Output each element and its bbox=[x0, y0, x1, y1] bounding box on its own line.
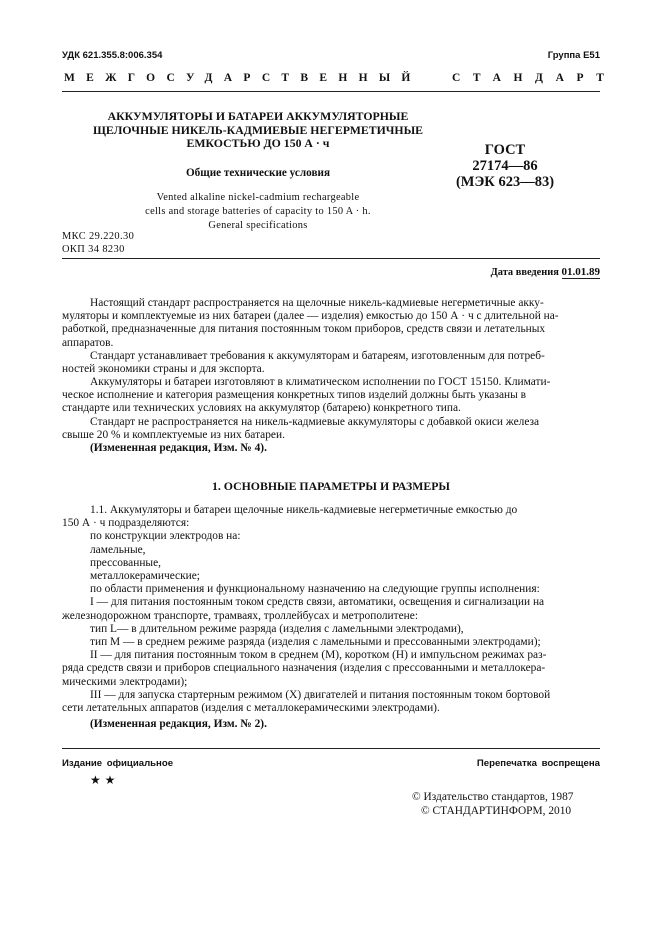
copyright-standartinform: © СТАНДАРТИНФОРМ, 2010 bbox=[421, 804, 572, 817]
title-line-3: ЕМКОСТЬЮ ДО 150 А · ч bbox=[186, 136, 330, 151]
header-rule bbox=[62, 258, 600, 259]
english-title-line-1: Vented alkaline nickel-cadmium rechargeable bbox=[156, 192, 360, 203]
text-line: Настоящий стандарт распространяется на щелочные никель-кадмиевые негерметичные акку- bbox=[90, 297, 544, 309]
text-line: ламельные, bbox=[90, 543, 146, 556]
section-heading: 1. ОСНОВНЫЕ ПАРАМЕТРЫ И РАЗМЕРЫ bbox=[211, 479, 451, 493]
banner-rule bbox=[62, 91, 600, 92]
text-line: железнодорожном транспорте, трамваях, троллейбусах и метрополитене: bbox=[62, 609, 419, 622]
english-title-line-2: cells and storage batteries of capacity to 150 A · h. bbox=[145, 206, 371, 217]
text-line: металлокерамические; bbox=[90, 570, 200, 583]
gost-number bbox=[437, 142, 573, 190]
copyright-publisher: © Издательство стандартов, 1987 bbox=[412, 791, 574, 803]
text-line: прессованные, bbox=[90, 556, 161, 569]
text-line: мическими электродами); bbox=[62, 675, 188, 688]
intro-paragraph-3 bbox=[62, 376, 600, 416]
gost-label: ГОСТ bbox=[484, 142, 526, 158]
text-line: свыше 20 % и комплектуемые из них батареи. bbox=[62, 429, 285, 442]
banner-standard: СТАНДАРТ bbox=[452, 72, 617, 84]
text-line: I — для питания постоянным током средств связи, автоматики, освещения и сигнализации на bbox=[90, 596, 545, 609]
intro-paragraph-4 bbox=[62, 416, 600, 442]
text-line: муляторы и комплектуемые из них батареи (далее — изделия) емкостью до 150 А · ч с длительной на- bbox=[62, 310, 559, 323]
official-edition: Издание официальное bbox=[62, 758, 174, 769]
text-line: ряда средств связи и приборов специального назначения (изделия с прессованными и металлокера- bbox=[62, 662, 546, 675]
mks-code: МКС 29.220.30 bbox=[62, 231, 135, 242]
text-line: тип L— в длительном режиме разряда (изделия с ламельными электродами), bbox=[90, 622, 464, 635]
classification-codes bbox=[62, 231, 134, 256]
footer-rule bbox=[62, 748, 600, 749]
text-line: 1.1. Аккумуляторы и батареи щелочные никель-кадмиевые негерметичные емкостью до bbox=[90, 504, 518, 516]
text-line: 150 А · ч подразделяются: bbox=[62, 517, 190, 530]
english-title bbox=[92, 191, 424, 233]
text-line: по области применения и функциональному назначению на следующие группы исполнения: bbox=[90, 583, 540, 596]
text-line: стандарте или технических условиях на аккумулятор (батарею) конкретного типа. bbox=[62, 402, 461, 415]
title-line-2: ЩЕЛОЧНЫЕ НИКЕЛЬ-КАДМИЕВЫЕ НЕГЕРМЕТИЧНЫЕ bbox=[92, 122, 424, 137]
reprint-prohibited: Перепечатка воспрещена bbox=[476, 758, 600, 769]
document-subtitle: Общие технические условия bbox=[185, 167, 331, 179]
text-line: ческое исполнение и категория размещения конкретных типов изделий должны быть указаны в bbox=[62, 389, 527, 402]
banner-interstate: МЕЖГОСУДАРСТВЕННЫЙ bbox=[64, 72, 422, 84]
amendment-note-2: (Измененная редакция, Изм. № 2). bbox=[90, 718, 267, 730]
section-1-body bbox=[62, 504, 600, 715]
english-title-line-3: General specifications bbox=[208, 220, 308, 231]
gost-code: 27174—86 bbox=[472, 158, 538, 174]
group-code: Группа Е51 bbox=[547, 50, 600, 61]
text-line: тип М — в среднем режиме разряда (изделия с ламельными и прессованными электродами); bbox=[90, 636, 541, 649]
text-line: Стандарт не распространяется на никель-кадмиевые аккумуляторы с добавкой окиси железа bbox=[90, 416, 540, 428]
intro-paragraph-1 bbox=[62, 297, 600, 350]
introduction-date-value: 01.01.89 bbox=[561, 266, 600, 278]
introduction-date-label: Дата введения bbox=[490, 267, 559, 278]
intro-paragraph-2 bbox=[62, 350, 600, 376]
iec-code: (МЭК 623—83) bbox=[455, 174, 555, 190]
copyright-block bbox=[412, 791, 600, 818]
document-title bbox=[92, 110, 424, 151]
text-line: ностей экономики страны и для экспорта. bbox=[62, 363, 265, 376]
star-marks-icon: ★ ★ bbox=[90, 773, 116, 787]
text-line: II — для питания постоянным током в среднем (М), коротком (Н) и импульсном режимах раз- bbox=[90, 649, 547, 662]
text-line: сети летательных аппаратов (изделия с металлокерамическими электродами). bbox=[62, 702, 440, 715]
udk-code: УДК 621.355.8:006.354 bbox=[62, 50, 163, 61]
text-line: работкой, предназначенные для питания постоянным током приборов, средств связи и летательных bbox=[62, 323, 546, 336]
title-line-1: АККУМУЛЯТОРЫ И БАТАРЕИ АККУМУЛЯТОРНЫЕ bbox=[107, 109, 409, 123]
introduction-date bbox=[491, 266, 600, 278]
okp-code: ОКП 34 8230 bbox=[62, 243, 125, 255]
text-line: по конструкции электродов на: bbox=[90, 530, 241, 543]
text-line: III — для запуска стартерным режимом (Х) двигателей и питания постоянным током бортовой bbox=[90, 688, 551, 701]
text-line: аппаратов. bbox=[62, 336, 114, 349]
text-line: Аккумуляторы и батареи изготовляют в климатическом исполнении по ГОСТ 15150. Климати- bbox=[90, 376, 551, 388]
amendment-note-4: (Измененная редакция, Изм. № 4). bbox=[90, 442, 267, 454]
text-line: Стандарт устанавливает требования к аккумуляторам и батареям, изготовленным для потреб- bbox=[90, 350, 545, 362]
